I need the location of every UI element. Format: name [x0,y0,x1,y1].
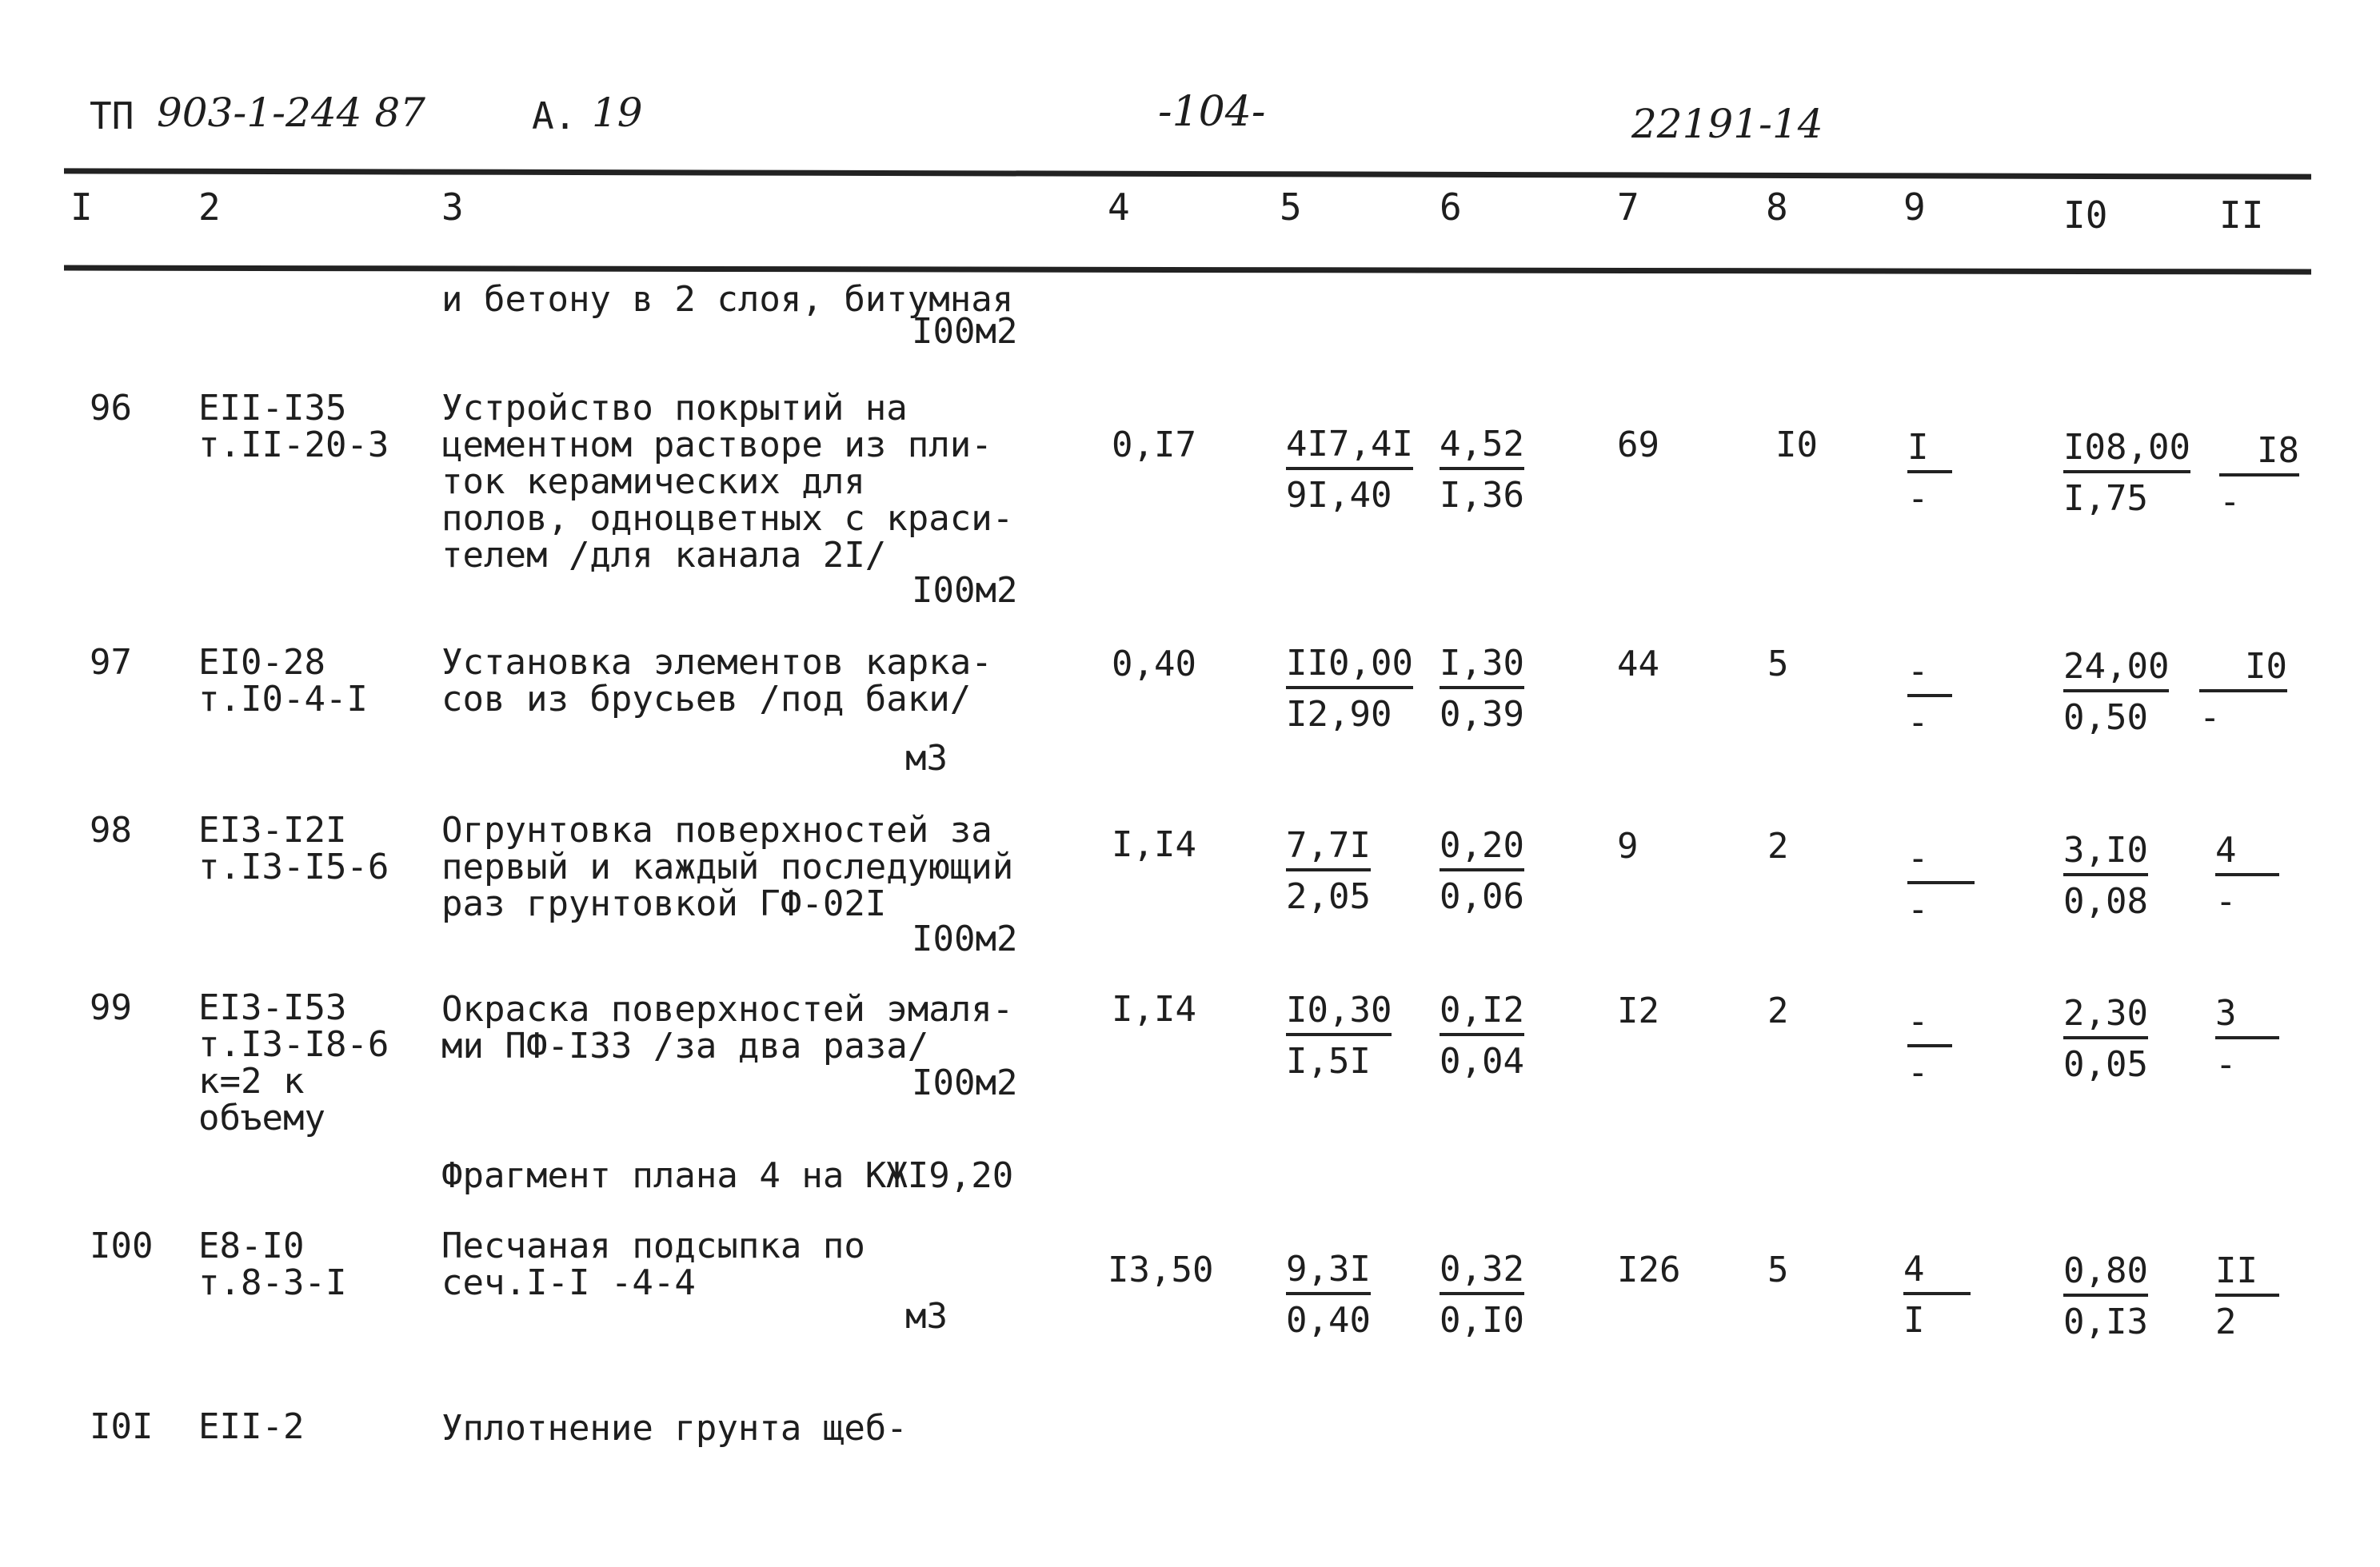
col7-value: I26 [1617,1250,1681,1290]
col10-top: 24,00 [2063,649,2169,692]
col9-bottom: I [1903,1300,1925,1341]
col11-bottom: - [2215,881,2237,922]
row-description-line: сов из брусьев /под баки/ [441,679,972,720]
col6-fraction [1440,825,1524,917]
row-code-line: ЕII-I35 [198,388,347,429]
col5-fraction [1286,1249,1371,1341]
row-description-line: раз грунтовкой ГФ-02I [441,883,887,924]
col8-value: 2 [1767,991,1789,1031]
row-description-line: Устройство покрытий на [441,388,908,429]
col6-bottom: 0,06 [1440,876,1524,917]
row-quantity: 0,40 [1112,644,1196,684]
col10-fraction [2063,427,2190,519]
col10-bottom: I,75 [2063,478,2148,519]
col8-value: 2 [1767,826,1789,867]
col11-fraction [2219,430,2299,522]
col11-fraction [2215,1250,2279,1342]
col10-fraction [2063,1250,2148,1342]
doc-code: ТП [90,94,134,138]
col7-value: I2 [1617,991,1659,1031]
row-code-line: т.II-20-3 [198,425,389,465]
col9-top: I [1907,430,1952,473]
col6-fraction [1440,643,1524,735]
col-header-9: 9 [1903,185,1926,229]
col11-bottom: - [2199,697,2221,738]
col-header-6: 6 [1440,185,1462,229]
row-code-line: т.I3-I5-6 [198,847,389,887]
col9-bottom: - [1907,702,1929,743]
col-header-3: 3 [441,185,464,229]
col8-value: I0 [1775,425,1818,465]
col6-bottom: I,36 [1440,475,1524,516]
row-code-line: Е8-I0 [198,1226,305,1266]
col-header-8: 8 [1766,185,1788,229]
album-label: А. [532,94,577,138]
row-number: 98 [90,810,132,851]
document-number: 22191-14 [1631,101,1823,147]
col5-bottom: 2,05 [1286,876,1371,917]
col10-fraction [2063,993,2148,1085]
col11-top: I0 [2199,649,2287,692]
col11-top: I8 [2219,433,2299,476]
col11-top: 4 [2215,833,2279,876]
row-quantity: I3,50 [1108,1250,1214,1290]
row-number: I00 [90,1226,154,1266]
col-header-2: 2 [198,185,221,229]
row-unit: I00м2 [912,1063,1018,1103]
row-code-line: т.I0-4-I [198,679,368,720]
row-code-line: объему [198,1098,325,1138]
col7-value: 69 [1617,425,1659,465]
col9-top: 4 [1903,1252,1971,1295]
album-number: 19 [592,90,643,136]
col5-bottom: 9I,40 [1286,475,1392,516]
prev-item-description: и бетону в 2 слоя, битумная [441,279,1014,320]
col10-bottom: 0,50 [2063,697,2148,738]
col6-top: I,30 [1440,646,1524,689]
col9-bottom: - [1907,1052,1929,1093]
row-code-line: ЕI3-I53 [198,987,347,1028]
row-number: 97 [90,642,132,683]
col5-top: 9,3I [1286,1252,1371,1295]
row-description-line: ток керамических для [441,461,865,502]
col9-fraction [1907,427,1952,519]
row-unit: м3 [905,1296,948,1337]
row-description-line: первый и каждый последующий [441,847,1014,887]
col10-top: 3,I0 [2063,833,2148,876]
row-code-line: ЕI0-28 [198,642,325,683]
col5-fraction [1286,825,1371,917]
col-header-10: I0 [2063,193,2108,237]
col10-fraction [2063,830,2148,922]
col9-bottom: - [1907,889,1929,930]
col5-bottom: I2,90 [1286,694,1392,735]
row-number: 99 [90,987,132,1028]
col-header-7: 7 [1617,185,1639,229]
col9-top: - [1907,841,1975,884]
header-bottom-rule [64,265,2311,275]
col7-value: 44 [1617,644,1659,684]
row-code-line: ЕI3-I2I [198,810,347,851]
col10-bottom: 0,I3 [2063,1302,2148,1342]
col6-fraction [1440,424,1524,516]
col6-top: 0,20 [1440,828,1524,871]
col11-bottom: - [2215,1044,2237,1085]
row-code-line: т.I3-I8-6 [198,1024,389,1065]
col-header-1: I [70,185,93,229]
prev-item-unit: I00м2 [912,311,1018,352]
fragment-note: Фрагмент плана 4 на КЖI9,20 [441,1155,1014,1196]
col5-top: 4I7,4I [1286,427,1413,470]
row-unit: I00м2 [912,919,1018,959]
row-quantity: I,I4 [1112,824,1196,865]
col8-value: 5 [1767,1250,1789,1290]
col11-top: II [2215,1254,2279,1297]
col6-top: 0,I2 [1440,993,1524,1036]
col6-bottom: 0,I0 [1440,1300,1524,1341]
row-description-line: ми ПФ-I33 /за два раза/ [441,1026,929,1067]
col9-fraction [1907,651,1952,743]
col5-top: II0,00 [1286,646,1413,689]
col-header-4: 4 [1108,185,1130,229]
col11-bottom: 2 [2215,1302,2237,1342]
row-description-line: Уплотнение грунта щеб- [441,1408,908,1449]
row-description-line: Установка элементов карка- [441,642,992,683]
header-top-rule [64,168,2311,179]
row-description-line: Окраска поверхностей эмаля- [441,989,1014,1030]
col9-fraction [1903,1249,1971,1341]
row-unit: I00м2 [912,570,1018,611]
col5-top: 7,7I [1286,828,1371,871]
col9-top: - [1907,1004,1952,1047]
col-header-5: 5 [1280,185,1302,229]
col8-value: 5 [1767,644,1789,684]
row-number: I0I [90,1406,154,1447]
col10-top: I08,00 [2063,430,2190,473]
row-description-line: цементном растворе из пли- [441,425,992,465]
col6-bottom: 0,04 [1440,1041,1524,1082]
col6-fraction [1440,1249,1524,1341]
col-header-11: II [2219,193,2264,237]
col11-fraction [2199,646,2287,738]
col9-fraction [1907,838,1975,930]
row-code-line: ЕII-2 [198,1406,305,1447]
col10-top: 2,30 [2063,996,2148,1039]
col10-bottom: 0,08 [2063,881,2148,922]
col10-fraction [2063,646,2170,738]
col9-top: - [1907,654,1952,697]
row-number: 96 [90,388,132,429]
col5-bottom: 0,40 [1286,1300,1371,1341]
col5-fraction [1286,643,1413,735]
project-number: 903-1-244 87 [157,90,425,136]
col6-bottom: 0,39 [1440,694,1524,735]
col5-fraction [1286,424,1413,516]
col9-bottom: - [1907,478,1929,519]
col6-top: 0,32 [1440,1252,1524,1295]
col5-bottom: I,5I [1286,1041,1371,1082]
row-code-line: т.8-3-I [198,1262,347,1303]
row-description-line: телем /для канала 2I/ [441,535,887,576]
col6-fraction [1440,990,1524,1082]
col5-top: I0,30 [1286,993,1392,1036]
col7-value: 9 [1617,826,1639,867]
row-description-line: сеч.I-I -4-4 [441,1262,696,1303]
col9-fraction [1907,1001,1952,1093]
col11-fraction [2215,830,2279,922]
row-description-line: Огрунтовка поверхностей за [441,810,992,851]
row-quantity: 0,I7 [1112,425,1196,465]
col11-top: 3 [2215,996,2279,1039]
col5-fraction [1286,990,1392,1082]
page-number: -104- [1158,88,1266,136]
row-description-line: Песчаная подсыпка по [441,1226,865,1266]
row-quantity: I,I4 [1112,989,1196,1030]
col11-bottom: - [2219,481,2241,522]
col10-bottom: 0,05 [2063,1044,2148,1085]
row-code-line: к=2 к [198,1061,305,1102]
col10-top: 0,80 [2063,1254,2148,1297]
col6-top: 4,52 [1440,427,1524,470]
col11-fraction [2215,993,2279,1085]
row-unit: м3 [905,738,948,779]
row-description-line: полов, одноцветных с краси- [441,498,1014,539]
